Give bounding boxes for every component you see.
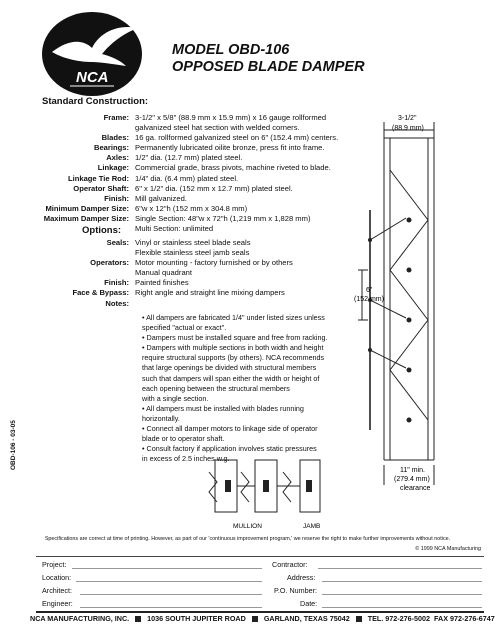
options-heading: Options: xyxy=(82,225,122,236)
location-label: Location: xyxy=(42,573,72,582)
project-field[interactable] xyxy=(72,568,262,569)
spec-value: 1/4" dia. (6.4 mm) plated steel. xyxy=(135,173,239,183)
note-line: • All dampers are fabricated 1/4" under listed sizes unless xyxy=(142,313,325,322)
dim-top-label-1: 3-1/2" xyxy=(398,115,417,122)
spec-row xyxy=(40,174,385,184)
spec-value: 6"w x 12"h (152 mm x 304.8 mm) xyxy=(135,203,248,213)
spec-row xyxy=(40,258,385,268)
date-field[interactable] xyxy=(322,607,482,608)
note-line: blade or to operator shaft. xyxy=(142,434,225,444)
architect-field[interactable] xyxy=(80,594,262,595)
model-title: MODEL OBD-106 xyxy=(172,42,290,58)
spec-label: Axles: xyxy=(106,153,129,163)
spec-value: galvanized steel hat section with welded corners. xyxy=(135,123,300,133)
dim-mid-label-1: 6" xyxy=(366,287,373,294)
notes-list xyxy=(142,313,347,464)
spec-row xyxy=(40,194,385,204)
spec-row xyxy=(40,288,385,298)
address-label: Address: xyxy=(287,573,316,582)
note-line: require structural supports (by others). NCA recommends xyxy=(142,353,325,363)
spec-row xyxy=(40,123,385,133)
copyright-text: © 1999 NCA Manufacturing xyxy=(415,546,481,552)
address-field[interactable] xyxy=(322,581,482,582)
spec-label: Linkage Tie Rod: xyxy=(67,173,129,183)
engineer-field[interactable] xyxy=(80,607,262,608)
spec-value: Multi Section: unlimited xyxy=(135,224,214,234)
document-code: OBD-106 - 03-05 xyxy=(10,420,17,470)
dim-bottom-label-3: clearance xyxy=(400,485,431,492)
spec-value: 3-1/2" x 5/8" (88.9 mm x 15.9 mm) x 16 gauge rollformed xyxy=(135,113,327,122)
spec-row xyxy=(40,248,385,258)
spec-row xyxy=(40,153,385,163)
spec-row xyxy=(40,163,385,173)
spec-label: Notes: xyxy=(105,298,129,308)
spec-label: Finish: xyxy=(104,193,129,203)
spec-value: Right angle and straight line mixing dampers xyxy=(135,288,285,298)
spec-label: Blades: xyxy=(101,133,129,143)
product-title: OPPOSED BLADE DAMPER xyxy=(172,59,365,75)
spec-label: Minimum Damper Size: xyxy=(45,203,129,213)
mullion-label: MULLION xyxy=(233,523,262,530)
note-line: in excess of 2.5 inches w.g. xyxy=(142,454,230,464)
spec-label: Maximum Damper Size: xyxy=(43,213,129,223)
footer-tel: TEL. 972-276-5002 xyxy=(367,614,431,623)
spec-label: Seals: xyxy=(106,238,129,247)
spec-row xyxy=(40,184,385,194)
footer-address: 1036 SOUTH JUPITER ROAD xyxy=(147,614,246,623)
title-block xyxy=(172,42,365,76)
note-line: that large openings be divided with structural members xyxy=(142,363,317,373)
footer-city: GARLAND, TEXAS 75042 xyxy=(263,614,350,623)
jamb-label: JAMB xyxy=(303,523,321,530)
spec-label: Linkage: xyxy=(97,163,129,173)
spec-value: Vinyl or stainless steel blade seals xyxy=(135,238,251,247)
date-label: Date: xyxy=(300,599,318,608)
spec-label: Operators: xyxy=(90,258,129,268)
spec-value: Painted finishes xyxy=(135,278,189,288)
po-number-field[interactable] xyxy=(322,594,482,595)
standard-construction-heading: Standard Construction: xyxy=(42,96,149,107)
spec-label: Bearings: xyxy=(93,143,129,153)
note-line: with a single section. xyxy=(142,393,209,403)
spec-label: Operator Shaft: xyxy=(73,183,129,193)
engineer-label: Engineer: xyxy=(42,599,73,608)
architect-label: Architect: xyxy=(42,586,72,595)
contractor-field[interactable] xyxy=(318,568,482,569)
separator-square-icon xyxy=(135,616,141,622)
separator-square-icon xyxy=(252,616,258,622)
note-line: horizontally. xyxy=(142,413,180,423)
spec-row xyxy=(40,268,385,278)
dim-mid-label-2: (152 mm) xyxy=(354,296,384,303)
spec-value: Mill galvanized. xyxy=(135,193,187,203)
footer-company: NCA MANUFACTURING, INC. xyxy=(30,614,130,623)
project-label: Project: xyxy=(42,560,67,569)
footer-fax: FAX 972-276-6747 xyxy=(434,614,495,623)
spec-value: Commercial grade, brass pivots, machine riveted to blade. xyxy=(135,163,331,173)
spec-row xyxy=(40,143,385,153)
spec-value: Permanently lubricated oilite bronze, press fit into frame. xyxy=(135,143,325,153)
dim-bottom-label-1: 11" min. xyxy=(400,467,425,474)
po-number-label: P.O. Number: xyxy=(274,586,318,595)
dim-top-label-2: (88.9 mm) xyxy=(392,125,424,132)
nca-bird-logo xyxy=(40,10,148,98)
separator-square-icon xyxy=(356,616,362,622)
spec-value: Single Section: 48"w x 72"h (1,219 mm x 1,828 mm) xyxy=(135,213,311,223)
note-line: • All dampers must be installed with blades running xyxy=(142,403,304,413)
spec-row xyxy=(40,133,385,143)
spec-value: Flexible stainless steel jamb seals xyxy=(135,248,250,258)
disclaimer-text: Specifications are correct at time of printing. However, as part of our 'continuous improvement program,' we reserve the right to make further improvements without notice. xyxy=(44,536,451,542)
damper-section-drawing xyxy=(340,100,490,500)
spec-value: 1/2" dia. (12.7 mm) plated steel. xyxy=(135,153,243,163)
note-line: each opening between the structural members xyxy=(142,383,290,393)
note-line: such that dampers will span either the width or height of xyxy=(142,373,320,383)
spec-value: Manual quadrant xyxy=(135,268,192,278)
spec-row xyxy=(40,113,385,123)
location-field[interactable] xyxy=(76,581,262,582)
spec-value: 6" x 1/2" dia. (152 mm x 12.7 mm) plated steel. xyxy=(135,183,293,193)
note-line: • Consult factory if application involves static pressures xyxy=(142,444,317,454)
spec-label: Frame: xyxy=(103,113,129,122)
mullion-jamb-detail xyxy=(205,452,345,534)
options-table xyxy=(40,238,385,309)
spec-row xyxy=(40,214,385,224)
spec-value: Motor mounting - factory furnished or by others xyxy=(135,258,293,268)
spec-row xyxy=(40,238,385,248)
note-line: specified "actual or exact". xyxy=(142,323,227,333)
spec-row xyxy=(40,299,385,309)
spec-value: 16 ga. rollformed galvanized steel on 6" (152.4 mm) centers. xyxy=(135,133,339,143)
dim-bottom-label-2: (279.4 mm) xyxy=(394,476,430,483)
spec-row xyxy=(40,278,385,288)
note-line: • Dampers with multiple sections in both width and height xyxy=(142,343,324,353)
logo-text: NCA xyxy=(76,69,109,86)
spec-label: Face & Bypass: xyxy=(72,288,129,298)
note-line: • Connect all damper motors to linkage side of operator xyxy=(142,424,318,434)
footer-rule xyxy=(36,611,484,613)
divider xyxy=(36,556,484,557)
spec-label: Finish: xyxy=(104,278,129,288)
footer-bar xyxy=(30,614,495,623)
contractor-label: Contractor: xyxy=(272,560,308,569)
standard-construction-table xyxy=(40,113,385,234)
spec-row xyxy=(40,204,385,214)
note-line: • Dampers must be installed square and free from racking. xyxy=(142,333,328,343)
